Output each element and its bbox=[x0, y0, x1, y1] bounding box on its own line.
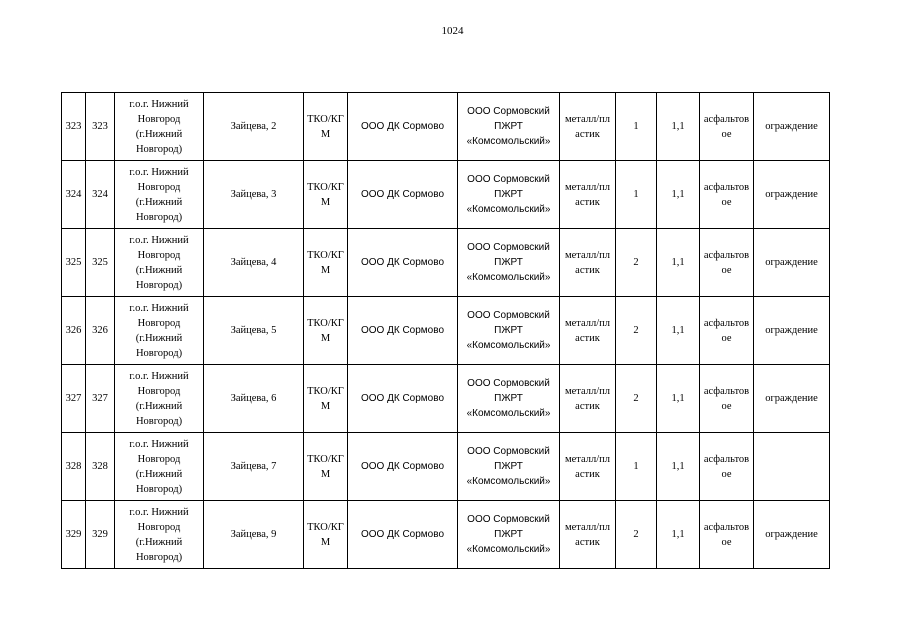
cell-address: Зайцева, 4 bbox=[204, 229, 304, 297]
cell-locality-line: (г.Нижний bbox=[135, 332, 183, 344]
cell-locality-line: Новгород bbox=[137, 181, 181, 193]
cell-registry-number: 327 bbox=[86, 365, 115, 433]
cell-organization-line: ПЖРТ bbox=[494, 529, 523, 540]
cell-locality-line: г.о.г. Нижний bbox=[129, 302, 189, 314]
cell-locality bbox=[115, 433, 204, 501]
cell-locality-line: Новгород bbox=[137, 453, 181, 465]
cell-number: 326 bbox=[62, 297, 86, 365]
cell-container-count: 2 bbox=[616, 229, 657, 297]
cell-organization-line: ООО Сормовский bbox=[467, 174, 550, 185]
cell-container-count: 2 bbox=[616, 365, 657, 433]
cell-fence: ограждение bbox=[754, 229, 830, 297]
cell-container-count: 2 bbox=[616, 297, 657, 365]
cell-material-line: металл/пл bbox=[564, 521, 611, 533]
cell-material-line: астик bbox=[575, 468, 600, 480]
cell-locality-line: г.о.г. Нижний bbox=[129, 506, 189, 518]
cell-organization-line: ПЖРТ bbox=[494, 257, 523, 268]
cell-container-count: 1 bbox=[616, 161, 657, 229]
cell-number: 329 bbox=[62, 501, 86, 569]
cell-waste-type-line: М bbox=[320, 264, 331, 276]
cell-number: 327 bbox=[62, 365, 86, 433]
cell-registry-number: 325 bbox=[86, 229, 115, 297]
cell-surface bbox=[700, 93, 754, 161]
cell-fence: ограждение bbox=[754, 297, 830, 365]
cell-locality-line: Новгород) bbox=[135, 483, 183, 495]
cell-container-count: 1 bbox=[616, 93, 657, 161]
cell-material bbox=[560, 161, 616, 229]
cell-locality-line: Новгород bbox=[137, 113, 181, 125]
cell-waste-type-line: ТКО/КГ bbox=[307, 181, 344, 193]
cell-locality-line: Новгород) bbox=[135, 415, 183, 427]
cell-organization-line: ООО Сормовский bbox=[467, 106, 550, 117]
cell-address: Зайцева, 6 bbox=[204, 365, 304, 433]
cell-owner: ООО ДК Сормово bbox=[348, 433, 458, 501]
cell-volume: 1,1 bbox=[657, 161, 700, 229]
cell-organization bbox=[458, 161, 560, 229]
cell-volume: 1,1 bbox=[657, 229, 700, 297]
cell-organization-line: «Комсомольский» bbox=[466, 136, 551, 147]
cell-number: 323 bbox=[62, 93, 86, 161]
cell-locality-line: г.о.г. Нижний bbox=[129, 370, 189, 382]
cell-address: Зайцева, 7 bbox=[204, 433, 304, 501]
cell-locality-line: г.о.г. Нижний bbox=[129, 98, 189, 110]
cell-material-line: астик bbox=[575, 264, 600, 276]
cell-surface bbox=[700, 501, 754, 569]
cell-waste-type-line: ТКО/КГ bbox=[307, 453, 344, 465]
cell-material-line: металл/пл bbox=[564, 453, 611, 465]
cell-surface bbox=[700, 161, 754, 229]
cell-organization-line: ПЖРТ bbox=[494, 461, 523, 472]
cell-waste-type bbox=[304, 501, 348, 569]
cell-waste-type-line: М bbox=[320, 536, 331, 548]
cell-surface-line: асфальтов bbox=[703, 113, 750, 125]
cell-locality-line: (г.Нижний bbox=[135, 536, 183, 548]
cell-surface-line: ое bbox=[721, 264, 732, 276]
cell-organization-line: ПЖРТ bbox=[494, 121, 523, 132]
cell-locality bbox=[115, 93, 204, 161]
cell-container-count: 2 bbox=[616, 501, 657, 569]
cell-material-line: металл/пл bbox=[564, 249, 611, 261]
cell-locality-line: (г.Нижний bbox=[135, 196, 183, 208]
cell-locality bbox=[115, 365, 204, 433]
cell-organization-line: ООО Сормовский bbox=[467, 310, 550, 321]
cell-locality-line: (г.Нижний bbox=[135, 400, 183, 412]
cell-organization-line: «Комсомольский» bbox=[466, 476, 551, 487]
cell-locality bbox=[115, 501, 204, 569]
cell-material-line: астик bbox=[575, 128, 600, 140]
table-row bbox=[62, 365, 830, 433]
cell-organization bbox=[458, 433, 560, 501]
cell-registry-number: 323 bbox=[86, 93, 115, 161]
cell-fence: ограждение bbox=[754, 365, 830, 433]
cell-organization bbox=[458, 501, 560, 569]
cell-organization-line: «Комсомольский» bbox=[466, 340, 551, 351]
cell-fence: ограждение bbox=[754, 501, 830, 569]
cell-locality-line: Новгород bbox=[137, 521, 181, 533]
cell-owner: ООО ДК Сормово bbox=[348, 365, 458, 433]
cell-address: Зайцева, 5 bbox=[204, 297, 304, 365]
cell-volume: 1,1 bbox=[657, 297, 700, 365]
cell-waste-type bbox=[304, 229, 348, 297]
cell-material bbox=[560, 501, 616, 569]
cell-fence: ограждение bbox=[754, 161, 830, 229]
cell-waste-type bbox=[304, 433, 348, 501]
cell-organization bbox=[458, 297, 560, 365]
cell-owner: ООО ДК Сормово bbox=[348, 297, 458, 365]
cell-registry-number: 326 bbox=[86, 297, 115, 365]
cell-owner: ООО ДК Сормово bbox=[348, 501, 458, 569]
cell-material-line: металл/пл bbox=[564, 181, 611, 193]
cell-waste-type-line: М bbox=[320, 196, 331, 208]
cell-locality-line: г.о.г. Нижний bbox=[129, 166, 189, 178]
cell-address: Зайцева, 9 bbox=[204, 501, 304, 569]
cell-fence: ограждение bbox=[754, 93, 830, 161]
table-row bbox=[62, 229, 830, 297]
cell-material-line: металл/пл bbox=[564, 113, 611, 125]
cell-organization-line: «Комсомольский» bbox=[466, 204, 551, 215]
cell-locality-line: (г.Нижний bbox=[135, 264, 183, 276]
cell-locality-line: Новгород) bbox=[135, 211, 183, 223]
cell-surface bbox=[700, 229, 754, 297]
cell-surface-line: ое bbox=[721, 332, 732, 344]
cell-waste-type-line: ТКО/КГ bbox=[307, 317, 344, 329]
cell-waste-type-line: М bbox=[320, 400, 331, 412]
cell-locality-line: Новгород) bbox=[135, 551, 183, 563]
cell-surface-line: асфальтов bbox=[703, 181, 750, 193]
cell-locality-line: г.о.г. Нижний bbox=[129, 234, 189, 246]
cell-waste-type bbox=[304, 161, 348, 229]
cell-organization bbox=[458, 229, 560, 297]
cell-waste-type-line: ТКО/КГ bbox=[307, 113, 344, 125]
cell-material-line: астик bbox=[575, 536, 600, 548]
cell-surface-line: ое bbox=[721, 468, 732, 480]
cell-address: Зайцева, 3 bbox=[204, 161, 304, 229]
cell-surface-line: асфальтов bbox=[703, 521, 750, 533]
cell-organization-line: ПЖРТ bbox=[494, 393, 523, 404]
table-row bbox=[62, 93, 830, 161]
cell-locality-line: (г.Нижний bbox=[135, 128, 183, 140]
cell-surface-line: ое bbox=[721, 128, 732, 140]
cell-volume: 1,1 bbox=[657, 93, 700, 161]
cell-locality-line: Новгород) bbox=[135, 279, 183, 291]
cell-material-line: астик bbox=[575, 400, 600, 412]
cell-organization bbox=[458, 93, 560, 161]
cell-waste-type-line: ТКО/КГ bbox=[307, 249, 344, 261]
cell-organization-line: ООО Сормовский bbox=[467, 242, 550, 253]
page-number: 1024 bbox=[441, 25, 464, 37]
cell-surface bbox=[700, 433, 754, 501]
cell-organization-line: «Комсомольский» bbox=[466, 544, 551, 555]
table-row bbox=[62, 161, 830, 229]
cell-locality-line: Новгород bbox=[137, 385, 181, 397]
cell-waste-type-line: М bbox=[320, 128, 331, 140]
cell-locality bbox=[115, 229, 204, 297]
cell-surface-line: асфальтов bbox=[703, 249, 750, 261]
cell-surface-line: асфальтов bbox=[703, 385, 750, 397]
cell-registry-number: 328 bbox=[86, 433, 115, 501]
cell-volume: 1,1 bbox=[657, 365, 700, 433]
cell-organization bbox=[458, 365, 560, 433]
cell-material bbox=[560, 365, 616, 433]
cell-fence bbox=[754, 433, 830, 501]
cell-address: Зайцева, 2 bbox=[204, 93, 304, 161]
cell-registry-number: 324 bbox=[86, 161, 115, 229]
cell-locality-line: Новгород bbox=[137, 249, 181, 261]
cell-material-line: металл/пл bbox=[564, 317, 611, 329]
cell-owner: ООО ДК Сормово bbox=[348, 229, 458, 297]
container-sites-table bbox=[61, 92, 830, 569]
table-body bbox=[62, 93, 830, 569]
cell-waste-type-line: ТКО/КГ bbox=[307, 385, 344, 397]
table-row bbox=[62, 501, 830, 569]
cell-volume: 1,1 bbox=[657, 433, 700, 501]
cell-material bbox=[560, 297, 616, 365]
cell-waste-type-line: М bbox=[320, 468, 331, 480]
cell-surface bbox=[700, 297, 754, 365]
cell-material-line: астик bbox=[575, 196, 600, 208]
cell-surface-line: ое bbox=[721, 196, 732, 208]
cell-waste-type bbox=[304, 297, 348, 365]
cell-surface-line: ое bbox=[721, 400, 732, 412]
cell-organization-line: ПЖРТ bbox=[494, 325, 523, 336]
cell-waste-type bbox=[304, 93, 348, 161]
cell-locality-line: Новгород) bbox=[135, 347, 183, 359]
cell-material bbox=[560, 93, 616, 161]
cell-locality-line: Новгород) bbox=[135, 143, 183, 155]
cell-material bbox=[560, 229, 616, 297]
cell-surface-line: асфальтов bbox=[703, 453, 750, 465]
cell-organization-line: ПЖРТ bbox=[494, 189, 523, 200]
cell-organization-line: ООО Сормовский bbox=[467, 514, 550, 525]
cell-organization-line: ООО Сормовский bbox=[467, 446, 550, 457]
cell-surface bbox=[700, 365, 754, 433]
cell-waste-type-line: М bbox=[320, 332, 331, 344]
cell-number: 324 bbox=[62, 161, 86, 229]
cell-organization-line: «Комсомольский» bbox=[466, 272, 551, 283]
cell-locality bbox=[115, 297, 204, 365]
cell-surface-line: ое bbox=[721, 536, 732, 548]
cell-locality-line: (г.Нижний bbox=[135, 468, 183, 480]
cell-number: 328 bbox=[62, 433, 86, 501]
table-row bbox=[62, 433, 830, 501]
cell-number: 325 bbox=[62, 229, 86, 297]
cell-locality bbox=[115, 161, 204, 229]
cell-registry-number: 329 bbox=[86, 501, 115, 569]
cell-material bbox=[560, 433, 616, 501]
cell-owner: ООО ДК Сормово bbox=[348, 93, 458, 161]
cell-owner: ООО ДК Сормово bbox=[348, 161, 458, 229]
cell-container-count: 1 bbox=[616, 433, 657, 501]
cell-surface-line: асфальтов bbox=[703, 317, 750, 329]
cell-waste-type-line: ТКО/КГ bbox=[307, 521, 344, 533]
cell-material-line: астик bbox=[575, 332, 600, 344]
cell-volume: 1,1 bbox=[657, 501, 700, 569]
cell-organization-line: «Комсомольский» bbox=[466, 408, 551, 419]
cell-locality-line: г.о.г. Нижний bbox=[129, 438, 189, 450]
cell-locality-line: Новгород bbox=[137, 317, 181, 329]
table-row bbox=[62, 297, 830, 365]
cell-material-line: металл/пл bbox=[564, 385, 611, 397]
cell-waste-type bbox=[304, 365, 348, 433]
cell-organization-line: ООО Сормовский bbox=[467, 378, 550, 389]
